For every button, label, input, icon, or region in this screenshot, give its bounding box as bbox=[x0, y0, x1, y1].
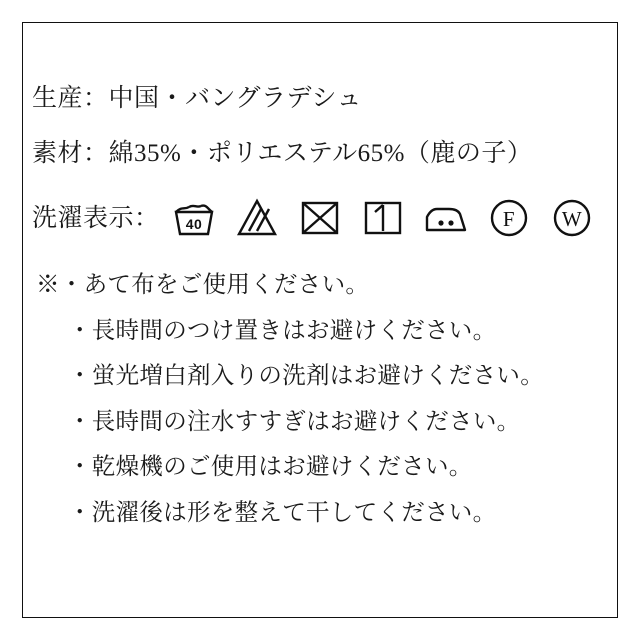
dry-clean-f-icon bbox=[487, 196, 531, 240]
note-no-dryer: ・乾燥機のご使用はお避けください。 bbox=[68, 454, 473, 480]
document-content bbox=[32, 86, 612, 547]
care-instructions-row bbox=[32, 196, 612, 240]
wash-temp-value: 40 bbox=[185, 216, 202, 232]
care-label-text: 洗濯表示： bbox=[32, 204, 160, 232]
note-reshape-after-wash: ・洗濯後は形を整えて干してください。 bbox=[68, 499, 497, 526]
no-tumble-dry-icon bbox=[298, 196, 342, 240]
iron-icon bbox=[424, 196, 468, 240]
note-no-long-rinse: ・長時間の注水すすぎはお避けください。 bbox=[68, 408, 521, 435]
wash-tub-40-icon bbox=[172, 196, 216, 240]
dry-clean-letter: F bbox=[502, 207, 515, 231]
wet-clean-w-icon bbox=[550, 196, 594, 240]
origin-row: 生産：中国・バングラデシュ bbox=[32, 85, 363, 112]
care-symbol-group bbox=[172, 196, 594, 240]
no-bleach-icon bbox=[235, 196, 279, 240]
material-row: 素材：綿35%・ポリエステル65%（鹿の子） bbox=[32, 140, 533, 167]
line-dry-icon bbox=[361, 196, 405, 240]
note-press-cloth: ※・あて布をご使用ください。 bbox=[36, 272, 370, 298]
note-no-optical-brightener: ・蛍光増白剤入りの洗剤はお避けください。 bbox=[68, 363, 544, 389]
note-no-soaking: ・長時間のつけ置きはお避けください。 bbox=[68, 317, 497, 344]
notes-list bbox=[32, 274, 612, 525]
wet-clean-letter: W bbox=[561, 207, 582, 231]
